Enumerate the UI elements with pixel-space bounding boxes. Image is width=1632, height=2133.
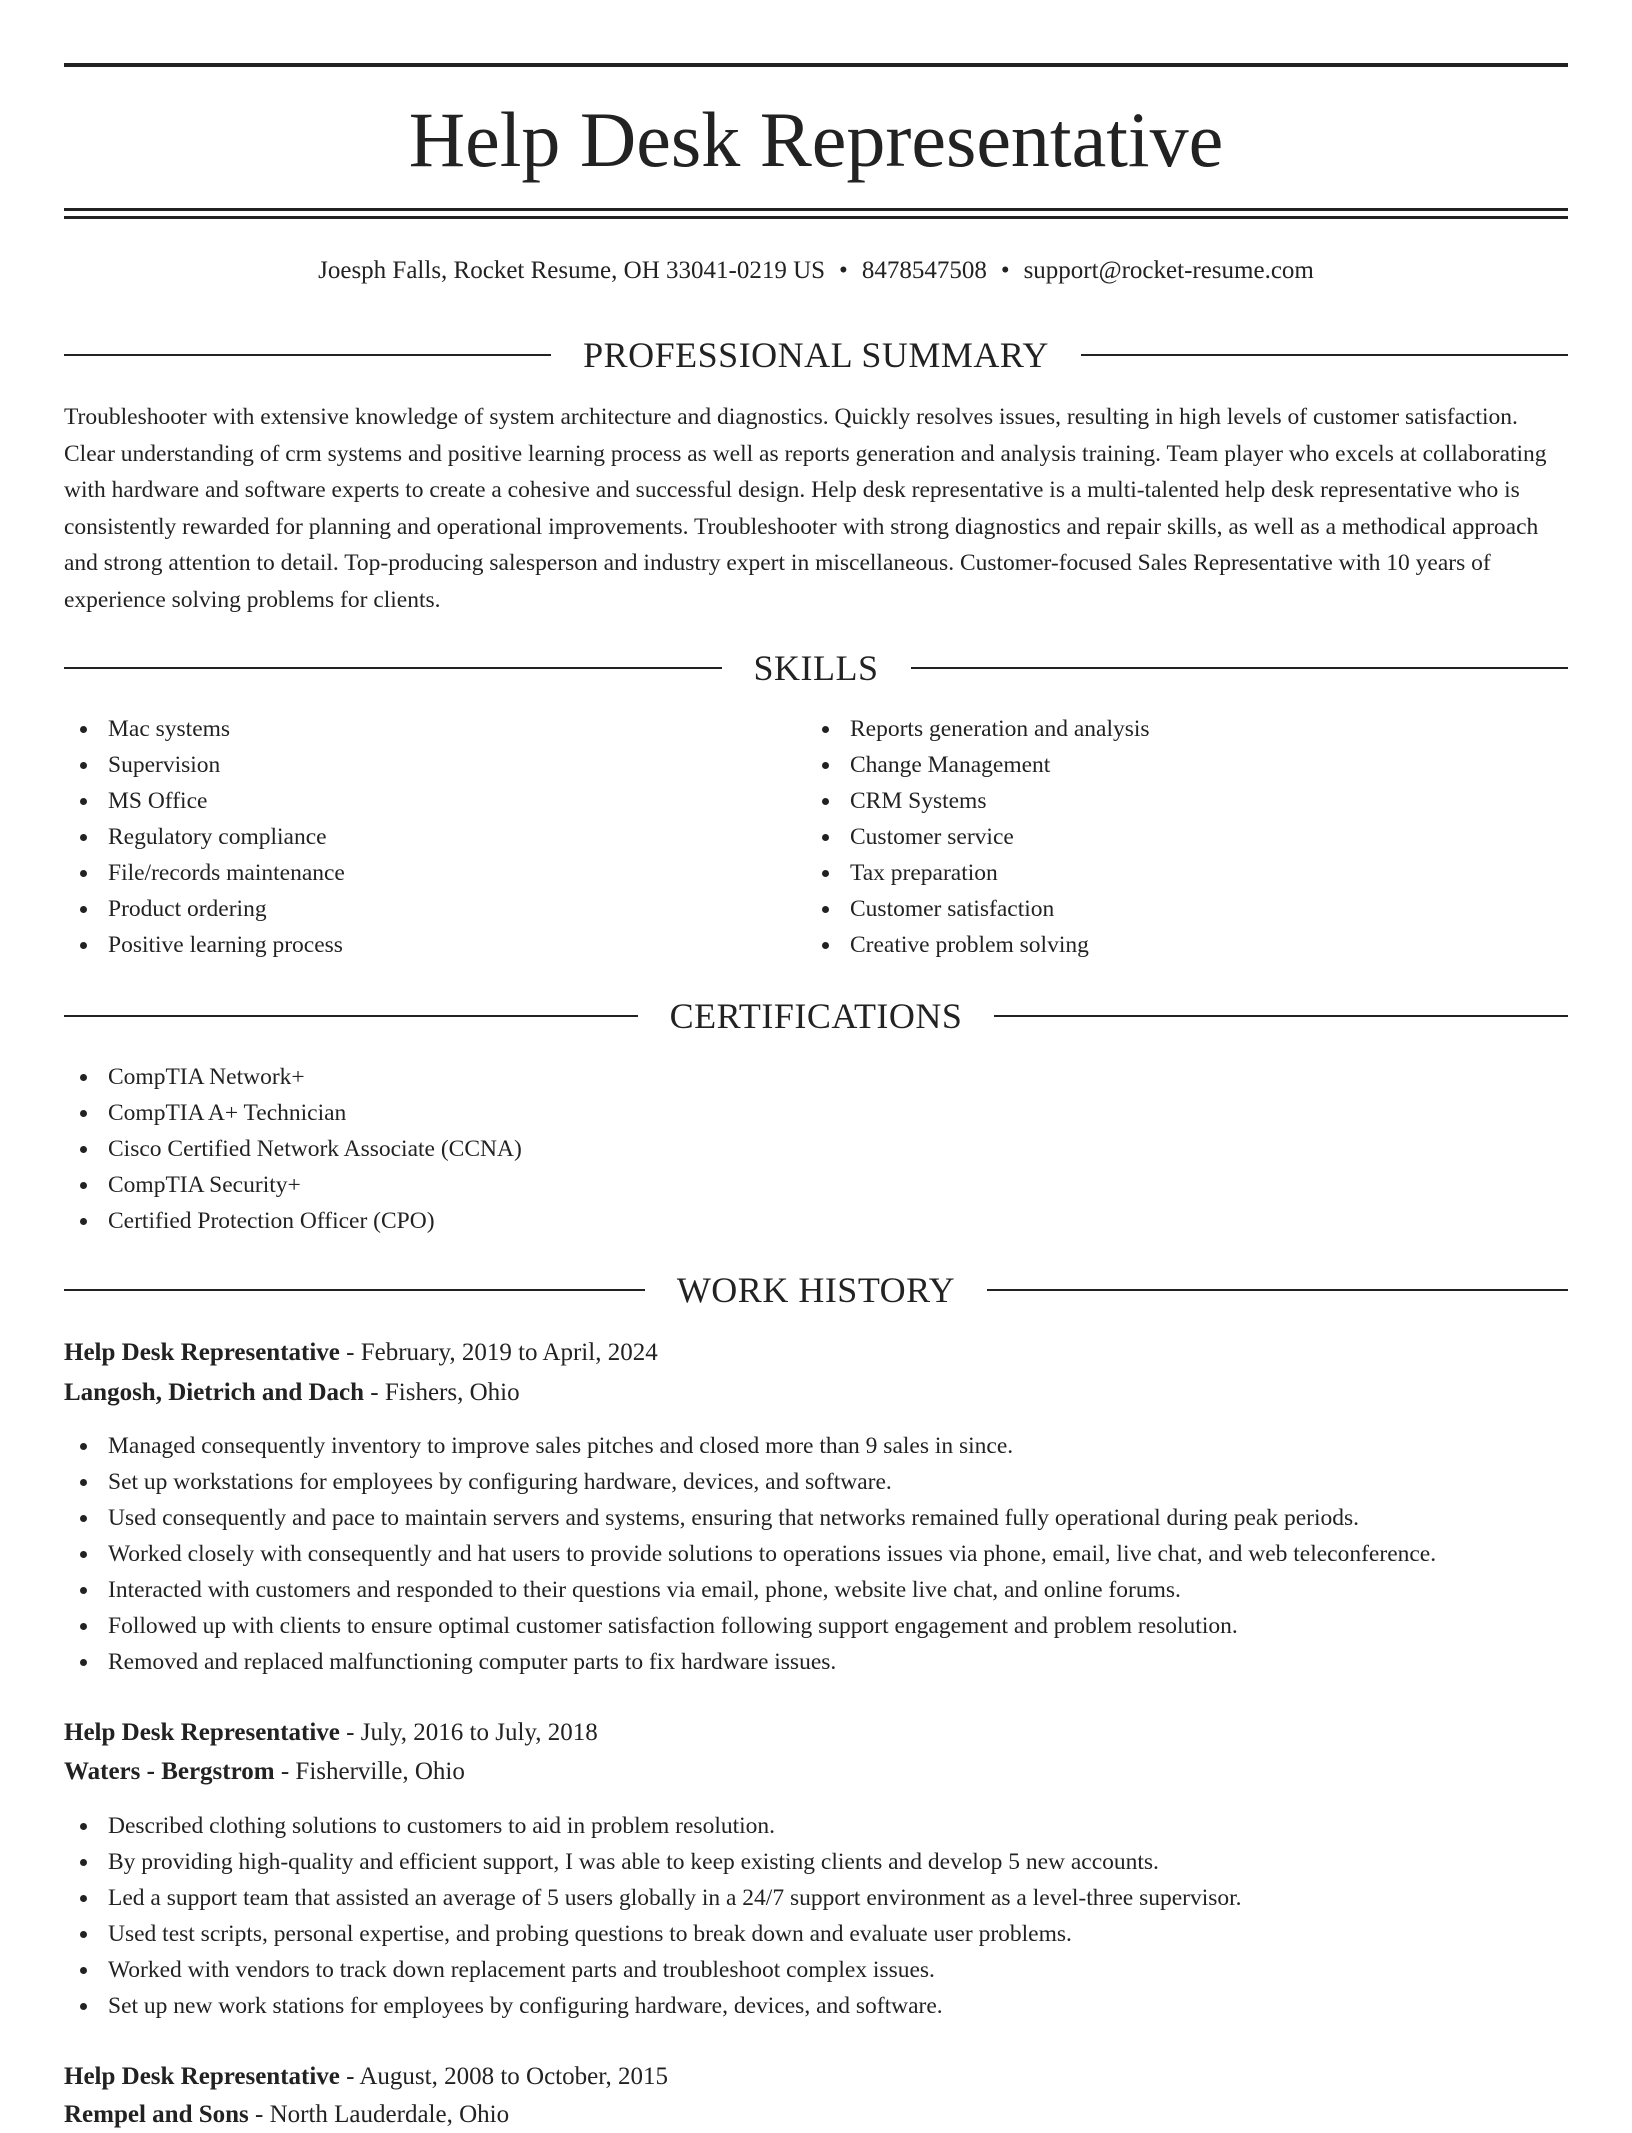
skill-item: Tax preparation bbox=[806, 855, 1150, 891]
certification-item: Cisco Certified Network Associate (CCNA) bbox=[64, 1131, 522, 1167]
skill-item: MS Office bbox=[64, 783, 345, 819]
certification-item: CompTIA Security+ bbox=[64, 1167, 522, 1203]
job-duties-list bbox=[64, 1808, 1242, 2024]
job-duty-item: Set up workstations for employees by configuring hardware, devices, and software. bbox=[64, 1464, 1436, 1500]
job-dates: - July, 2016 to July, 2018 bbox=[339, 1719, 598, 1746]
job-company-line bbox=[64, 2097, 509, 2133]
skill-item: Product ordering bbox=[64, 891, 345, 927]
job-title: Help Desk Representative bbox=[64, 1719, 340, 1746]
job-duty-item: Worked with vendors to track down replacement parts and troubleshoot complex issues. bbox=[64, 1952, 1242, 1988]
header-bottom-rule-double bbox=[64, 216, 1568, 219]
job-title-line bbox=[64, 1715, 598, 1751]
job-company: Langosh, Dietrich and Dach bbox=[64, 1379, 365, 1406]
work-history-section-heading bbox=[64, 1268, 1568, 1312]
job-location: - North Lauderdale, Ohio bbox=[248, 2101, 510, 2128]
job-dates: - February, 2019 to April, 2024 bbox=[339, 1339, 658, 1366]
divider bbox=[64, 667, 722, 669]
skill-item: Positive learning process bbox=[64, 927, 345, 963]
certifications-section-heading bbox=[64, 994, 1568, 1038]
skill-item: Reports generation and analysis bbox=[806, 711, 1150, 747]
job-duties-list bbox=[64, 1428, 1436, 1680]
certification-item: Certified Protection Officer (CPO) bbox=[64, 1203, 522, 1239]
contact-address: Joesph Falls, Rocket Resume, OH 33041-0219 US bbox=[318, 257, 826, 284]
divider bbox=[64, 1289, 645, 1291]
skill-item: CRM Systems bbox=[806, 783, 1150, 819]
skill-item: Customer service bbox=[806, 819, 1150, 855]
job-company-line bbox=[64, 1375, 520, 1411]
job-duty-item: Used consequently and pace to maintain servers and systems, ensuring that networks remained fully operational during peak periods. bbox=[64, 1500, 1436, 1536]
skill-item: Mac systems bbox=[64, 711, 345, 747]
divider bbox=[987, 1289, 1568, 1291]
divider bbox=[1081, 354, 1568, 356]
certification-item: CompTIA Network+ bbox=[64, 1059, 522, 1095]
divider bbox=[64, 354, 551, 356]
job-duty-item: Worked closely with consequently and hat users to provide solutions to operations issues via phone, email, live chat, and web teleconference. bbox=[64, 1536, 1436, 1572]
job-location: - Fisherville, Ohio bbox=[274, 1758, 465, 1785]
certifications-heading: CERTIFICATIONS bbox=[669, 996, 963, 1036]
contact-separator: • bbox=[1000, 257, 1010, 284]
skill-item: Regulatory compliance bbox=[64, 819, 345, 855]
job-duty-item: Removed and replaced malfunctioning computer parts to fix hardware issues. bbox=[64, 1644, 1436, 1680]
job-duty-item: Described clothing solutions to customers to aid in problem resolution. bbox=[64, 1808, 1242, 1844]
job-company: Rempel and Sons bbox=[64, 2101, 249, 2128]
certifications-list bbox=[64, 1059, 522, 1239]
job-duty-item: Managed consequently inventory to improve sales pitches and closed more than 9 sales in since. bbox=[64, 1428, 1436, 1464]
job-title-line bbox=[64, 1335, 658, 1371]
summary-section-heading bbox=[64, 333, 1568, 377]
job-title: Help Desk Representative bbox=[64, 2063, 340, 2090]
divider bbox=[64, 1015, 638, 1017]
job-dates: - August, 2008 to October, 2015 bbox=[339, 2063, 669, 2090]
job-duty-item: Followed up with clients to ensure optimal customer satisfaction following support engagement and problem resolution. bbox=[64, 1608, 1436, 1644]
job-duty-item: Led a support team that assisted an average of 5 users globally in a 24/7 support environment as a level-three supervisor. bbox=[64, 1880, 1242, 1916]
contact-separator: • bbox=[839, 257, 848, 284]
summary-heading: PROFESSIONAL SUMMARY bbox=[583, 335, 1049, 375]
header-bottom-rule bbox=[64, 208, 1568, 211]
summary-text: Troubleshooter with extensive knowledge of system architecture and diagnostics. Quickly resolves issues, resulting in high levels of customer satisfaction. Clear understanding of crm systems and positive learning process as well as reports generation and analysis training. Team player who excels at collaborating with hardware and software experts to create a cohesive and successful design. Help desk representative is a multi-talented help desk representative who is consistently rewarded for planning and operational improvements. Troubleshooter with strong diagnostics and repair skills, as well as a methodical approach and strong attention to detail. Top-producing salesperson and industry expert in miscellaneous. Customer-focused Sales Representative with 10 years of experience solving problems for clients. bbox=[64, 404, 1547, 613]
skills-list-left bbox=[64, 711, 345, 963]
skill-item: Supervision bbox=[64, 747, 345, 783]
skill-item: Creative problem solving bbox=[806, 927, 1150, 963]
job-duty-item: Set up new work stations for employees by configuring hardware, devices, and software. bbox=[64, 1988, 1242, 2024]
divider bbox=[994, 1015, 1568, 1017]
contact-phone: 8478547508 bbox=[861, 257, 987, 284]
job-location: - Fishers, Ohio bbox=[364, 1379, 520, 1406]
skill-item: File/records maintenance bbox=[64, 855, 345, 891]
contact-email: support@rocket-resume.com bbox=[1023, 257, 1314, 284]
skill-item: Change Management bbox=[806, 747, 1150, 783]
certification-item: CompTIA A+ Technician bbox=[64, 1095, 522, 1131]
job-title-line bbox=[64, 2059, 668, 2095]
job-duty-item: Interacted with customers and responded to their questions via email, phone, website live chat, and online forums. bbox=[64, 1572, 1436, 1608]
work-history-heading: WORK HISTORY bbox=[676, 1270, 956, 1310]
job-company: Waters - Bergstrom bbox=[64, 1758, 275, 1785]
job-duty-item: Used test scripts, personal expertise, and probing questions to break down and evaluate user problems. bbox=[64, 1916, 1242, 1952]
skill-item: Customer satisfaction bbox=[806, 891, 1150, 927]
job-duty-item: By providing high-quality and efficient support, I was able to keep existing clients and develop 5 new accounts. bbox=[64, 1844, 1242, 1880]
skills-list-right bbox=[806, 711, 1150, 963]
divider bbox=[911, 667, 1569, 669]
job-company-line bbox=[64, 1754, 465, 1790]
job-title: Help Desk Representative bbox=[64, 1339, 340, 1366]
skills-section-heading bbox=[64, 646, 1568, 690]
resume-title: Help Desk Representative bbox=[408, 96, 1224, 183]
skills-heading: SKILLS bbox=[753, 648, 879, 688]
contact-line bbox=[64, 254, 1568, 288]
header-top-rule bbox=[64, 63, 1568, 67]
